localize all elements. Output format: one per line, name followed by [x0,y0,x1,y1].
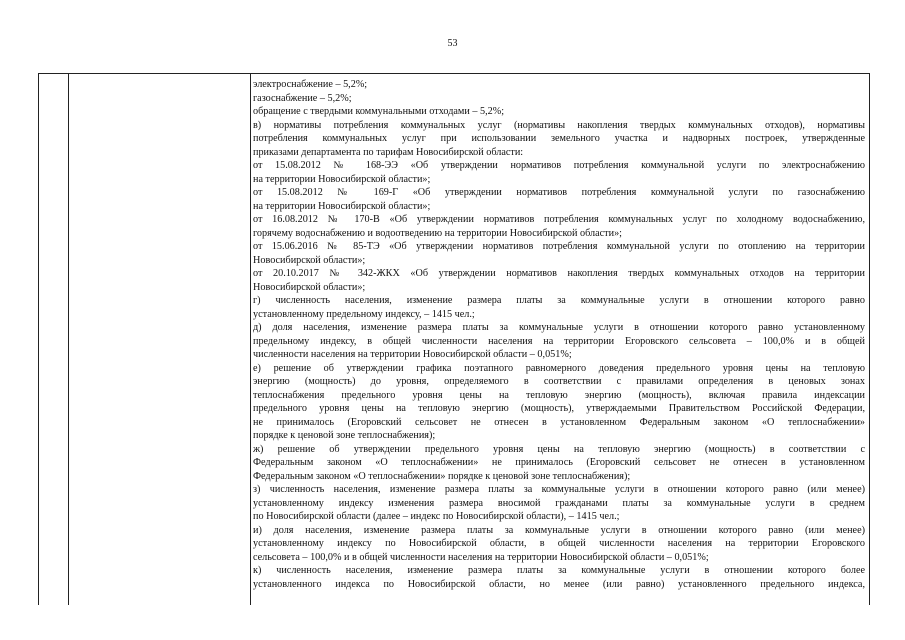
text-line: на территории Новосибирской области»; [253,173,431,185]
text-line: от 15.06.2016 № 85-ТЭ «Об утверждении нормативов потребления коммунальной услуги по отоплению на территории [253,241,865,252]
text-line: Федеральным законом «О теплоснабжении» не принималось (Егоровский сельсовет не отнесен в установленном [253,457,865,468]
text-line: электроснабжение – 5,2%; [253,79,368,90]
text-line: г) численность населения, изменение размера платы за коммунальные услуги в отношении которого равно [253,295,865,306]
text-line: газоснабжение – 5,2%; [253,92,352,104]
text-line: к) численность населения, изменение размера платы за коммунальные услуги в отношении которого более [253,565,865,576]
text-line: приказами департамента по тарифам Новосибирской области: [253,146,524,158]
text-line: потребления коммунальных услуг при использовании земельного участка и надворных построек, утвержденные [253,133,865,144]
text-line: порядке к ценовой зоне теплоснабжения); [253,430,436,441]
text-line: теплоснабжения предельного уровня цены на тепловую энергию (мощность), включая правила индексации [253,389,865,401]
text-line: от 20.10.2017 № 342-ЖКХ «Об утверждении нормативов накопления твердых коммунальных отходов на территории [253,268,865,279]
text-line: предельному индексу, в общей численности населения на территории Егоровского сельсовета – 100,0% и в общей [253,335,865,347]
text-line: от 16.08.2012 № 170-В «Об утверждении нормативов потребления коммунальных услуг по холодному водоснабжению, [253,214,865,225]
text-line: установленному индексу по Новосибирской области, в общей численности населения на территории Егоровского [253,538,865,549]
text-line: от 15.08.2012 № 169-Г «Об утверждении нормативов потребления коммунальной услуги по газоснабжению [253,187,865,198]
text-line: обращение с твердыми коммунальными отходами – 5,2%; [253,106,505,117]
text-line: и) доля населения, изменение размера платы за коммунальные услуги в отношении которого равно (или менее) [253,524,865,536]
text-line: не принималось (Егоровский сельсовет не отнесен в установленном Федеральным законом «О теплоснабжении» [253,416,865,428]
text-line: энергию (мощность) до уровня, определяемого в соответствии с правилами определения в ценовых зонах [253,376,865,387]
text-line: установленному индексу изменения размера вносимой гражданами платы за коммунальные услуги в среднем [253,497,865,509]
text-line: по Новосибирской области (далее – индекс по Новосибирской области), – 1415 чел.; [253,511,620,522]
table-column-number [39,74,69,605]
text-line: Федеральным законом «О теплоснабжении» порядке к ценовой зоне теплоснабжения); [253,470,631,482]
text-line: численности населения на территории Новосибирской области – 0,051%; [253,349,572,360]
table-column-name [69,74,251,605]
text-line: з) численность населения, изменение размера платы за коммунальные услуги в отношении которого равно (или менее) [253,484,865,495]
document-table [38,73,870,605]
text-line: предельного уровня цены на тепловую энергию (мощность), утверждаемыми Правительством Российской Федерации, [253,403,865,414]
text-line: Новосибирской области»; [253,281,366,293]
text-line: Новосибирской области»; [253,254,366,266]
text-line: д) доля населения, изменение размера платы за коммунальные услуги в отношении которого равно установленному [253,322,865,333]
text-line: в) нормативы потребления коммунальных услуг (нормативы накопления твердых коммунальных отходов), нормативы [253,119,865,131]
text-line: ж) решение об утверждении предельного уровня цены на тепловую энергию (мощность) в соответствии с [253,443,865,455]
page-number: 53 [447,38,458,49]
text-line: от 15.08.2012 № 168-ЭЭ «Об утверждении нормативов потребления коммунальной услуги по электроснабжению [253,160,865,171]
text-line: е) решение об утверждении графика поэтапного равномерного доведения предельного уровня цены на тепловую [253,362,865,374]
text-line: горячему водоснабжению и водоотведению на территории Новосибирской области»; [253,227,623,239]
text-line: установленному предельному индексу, – 1415 чел.; [253,308,475,320]
text-line: на территории Новосибирской области»; [253,200,431,212]
table-column-text [253,78,865,606]
text-line: сельсовета – 100,0% и в общей численности населения на территории Новосибирской области – 0,051%; [253,551,709,563]
text-line: установленного индекса по Новосибирской области, но менее (или равно) установленного предельного индекса, [253,578,865,590]
